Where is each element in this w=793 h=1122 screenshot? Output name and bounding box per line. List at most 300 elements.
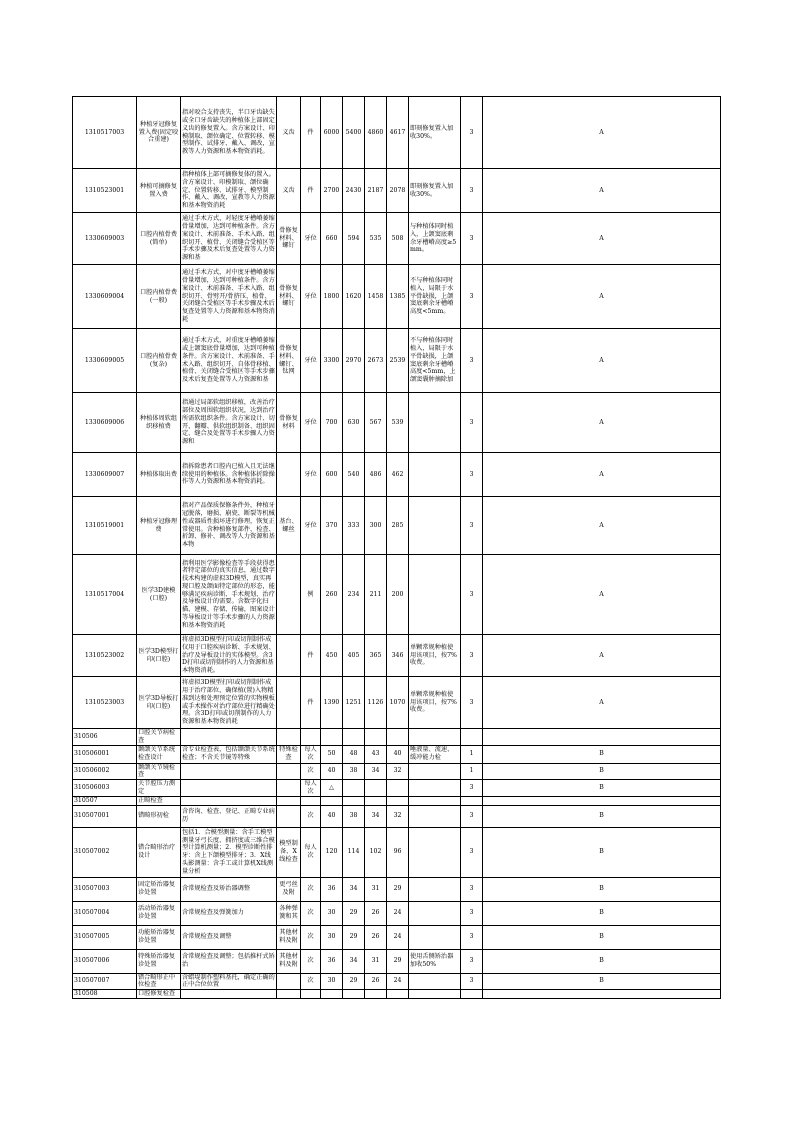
material-cell xyxy=(277,453,301,497)
code-cell: 1310523003 xyxy=(73,677,137,729)
category-cell: 3 xyxy=(461,329,483,393)
name-cell: 固定矫治器复诊处置 xyxy=(137,877,181,901)
price-level-2-cell: 29 xyxy=(343,973,365,990)
material-cell xyxy=(277,555,301,635)
code-cell: 310507004 xyxy=(73,901,137,925)
price-level-2-cell xyxy=(343,780,365,797)
table-row xyxy=(73,265,721,329)
category-cell: 3 xyxy=(461,555,483,635)
category-cell: 1 xyxy=(461,745,483,763)
category-cell: 3 xyxy=(461,973,483,990)
class-cell xyxy=(483,796,721,805)
price-level-4-cell: 200 xyxy=(387,555,409,635)
price-level-3-cell: 535 xyxy=(365,213,387,265)
note-cell: 不与种植体同时植入，局限于水平骨缺损，上颌窦底剩余牙槽嵴高度<5mm，上颌窦囊肿摘除加 xyxy=(409,329,461,393)
material-cell: 其他材料及附 xyxy=(277,925,301,949)
note-cell xyxy=(409,877,461,901)
note-cell xyxy=(409,780,461,797)
name-cell: 颞颌关节系统检查设计 xyxy=(137,745,181,763)
price-level-4-cell xyxy=(387,729,409,746)
category-cell: 3 xyxy=(461,393,483,453)
price-level-3-cell: 4860 xyxy=(365,97,387,169)
class-cell: B xyxy=(483,780,721,797)
price-level-4-cell: 462 xyxy=(387,453,409,497)
note-cell: 即刻修复置入加收30%。 xyxy=(409,97,461,169)
price-level-4-cell: 285 xyxy=(387,497,409,555)
note-cell xyxy=(409,901,461,925)
price-level-1-cell: 600 xyxy=(321,453,343,497)
note-cell xyxy=(409,729,461,746)
class-cell: B xyxy=(483,949,721,973)
price-level-1-cell: △ xyxy=(321,780,343,797)
material-cell: 基台、螺丝 xyxy=(277,497,301,555)
material-cell xyxy=(277,973,301,990)
name-cell: 关节腔压力测定 xyxy=(137,780,181,797)
unit-cell: 每人次 xyxy=(301,827,321,877)
price-level-3-cell: 31 xyxy=(365,949,387,973)
category-cell xyxy=(461,796,483,805)
code-cell: 1330609007 xyxy=(73,453,137,497)
category-cell: 3 xyxy=(461,97,483,169)
note-cell xyxy=(409,453,461,497)
price-level-2-cell: 630 xyxy=(343,393,365,453)
description-cell: 含常规检查及弹簧加力 xyxy=(181,901,277,925)
description-cell: 指通过局部软组织移植，改善治疗部位及周围软组织状况，达到治疗所需软组织条件。含方案设计、切开、翻瓣、供软组织制备、组织固定、缝合及处置等手术步骤人力资源和 xyxy=(181,393,277,453)
material-cell xyxy=(277,763,301,780)
note-cell xyxy=(409,497,461,555)
table-row xyxy=(73,973,721,990)
material-cell: 义齿 xyxy=(277,169,301,213)
price-level-1-cell: 660 xyxy=(321,213,343,265)
material-cell: 特殊检查 xyxy=(277,745,301,763)
description-cell: 通过手术方式，对中度牙槽嵴萎缩骨量增加，达到可种植条件。含方案设计、术前准备、手术入路、组织切开、骨劈开/骨挤压、植骨、关闭缝合受植区等手术步骤及术后复查处置等人力资源和基本物资消耗 xyxy=(181,265,277,329)
category-cell: 3 xyxy=(461,169,483,213)
note-cell xyxy=(409,925,461,949)
price-level-3-cell: 486 xyxy=(365,453,387,497)
price-level-1-cell: 370 xyxy=(321,497,343,555)
name-cell: 医学3D导板打印(口腔) xyxy=(137,677,181,729)
price-level-1-cell: 40 xyxy=(321,763,343,780)
name-cell: 医学3D建模(口腔) xyxy=(137,555,181,635)
unit-cell: 次 xyxy=(301,949,321,973)
material-cell: 骨修复材料、螺钉 xyxy=(277,265,301,329)
category-cell: 3 xyxy=(461,877,483,901)
class-cell: B xyxy=(483,901,721,925)
category-cell: 3 xyxy=(461,901,483,925)
price-level-3-cell: 26 xyxy=(365,901,387,925)
category-cell: 3 xyxy=(461,453,483,497)
class-cell: A xyxy=(483,393,721,453)
price-level-1-cell: 30 xyxy=(321,901,343,925)
table-row xyxy=(73,677,721,729)
price-level-3-cell: 365 xyxy=(365,635,387,677)
table-row xyxy=(73,949,721,973)
price-level-2-cell: 29 xyxy=(343,901,365,925)
unit-cell: 牙位 xyxy=(301,329,321,393)
price-level-2-cell: 34 xyxy=(343,877,365,901)
price-level-3-cell: 2673 xyxy=(365,329,387,393)
price-level-2-cell: 48 xyxy=(343,745,365,763)
name-cell: 口腔关节病检查 xyxy=(137,729,181,746)
price-level-2-cell: 38 xyxy=(343,805,365,827)
class-cell: A xyxy=(483,497,721,555)
unit-cell: 件 xyxy=(301,635,321,677)
price-level-1-cell xyxy=(321,990,343,999)
code-cell: 1330609003 xyxy=(73,213,137,265)
name-cell: 口腔内植骨费(复杂) xyxy=(137,329,181,393)
price-level-2-cell: 38 xyxy=(343,763,365,780)
price-level-4-cell: 96 xyxy=(387,827,409,877)
price-level-1-cell: 260 xyxy=(321,555,343,635)
class-cell: A xyxy=(483,635,721,677)
note-cell: 不与种植体同时植入，局限于水平骨缺损，上颌窦底剩余牙槽嵴高度<5mm。 xyxy=(409,265,461,329)
price-level-4-cell xyxy=(387,990,409,999)
price-level-3-cell: 2187 xyxy=(365,169,387,213)
material-cell: 其他材料及附 xyxy=(277,949,301,973)
code-cell: 310506003 xyxy=(73,780,137,797)
note-cell xyxy=(409,796,461,805)
description-cell: 通过手术方式，对轻度牙槽嵴萎缩骨量增加，达到可种植条件。含方案设计、术前准备、手术入路、组织切开、植骨、关闭缝合受植区等手术步骤及术后复查处置等人力资源和基 xyxy=(181,213,277,265)
name-cell: 正畸检查 xyxy=(137,796,181,805)
price-level-2-cell: 594 xyxy=(343,213,365,265)
table-row xyxy=(73,453,721,497)
description-cell: 含咨询、检查、登记、正畸专业病历 xyxy=(181,805,277,827)
note-cell: 即刻修复置入加收30%。 xyxy=(409,169,461,213)
table-row xyxy=(73,635,721,677)
price-level-2-cell: 114 xyxy=(343,827,365,877)
price-level-2-cell: 34 xyxy=(343,949,365,973)
description-cell xyxy=(181,796,277,805)
table-row xyxy=(73,729,721,746)
price-level-2-cell: 540 xyxy=(343,453,365,497)
description-cell: 通过手术方式，对重度牙槽嵴萎缩或上颌窦底骨量增加，达到可种植条件。含方案设计、术前准备、手术入路、组织切开、自体骨移植、植骨、关闭缝合受植区等手术步骤及术后复查处置等人力资源和基 xyxy=(181,329,277,393)
unit-cell: 次 xyxy=(301,901,321,925)
code-cell: 1310523001 xyxy=(73,169,137,213)
price-level-2-cell xyxy=(343,729,365,746)
price-level-1-cell: 50 xyxy=(321,745,343,763)
class-cell: A xyxy=(483,677,721,729)
table-row xyxy=(73,877,721,901)
description-cell xyxy=(181,990,277,999)
description-cell: 含蜡堤制作塑料基托，确定正确的正中合位位置 xyxy=(182,973,275,989)
category-cell: 3 xyxy=(461,925,483,949)
note-cell xyxy=(409,990,461,999)
description-cell: 指对产品保质保修条件外，种植牙冠脱落，磨损、崩瓷、断裂等机械性或器质性损坏进行修理，恢复正常使用。含种植修复部件、检查、折卸、修补、调改等人力资源和基本物 xyxy=(181,497,277,555)
price-level-1-cell xyxy=(321,796,343,805)
name-cell: 口腔内植骨费(简单) xyxy=(137,213,181,265)
price-level-3-cell xyxy=(365,780,387,797)
price-level-1-cell xyxy=(321,729,343,746)
name-cell: 种植体周软组织移植费 xyxy=(137,393,181,453)
unit-cell: 例 xyxy=(301,555,321,635)
price-level-1-cell: 30 xyxy=(321,973,343,990)
code-cell: 1330609004 xyxy=(73,265,137,329)
unit-cell xyxy=(301,990,321,999)
name-cell: 错畸形初检 xyxy=(137,805,181,827)
table-row xyxy=(73,393,721,453)
code-cell: 1310519001 xyxy=(73,497,137,555)
material-cell xyxy=(277,677,301,729)
table-row xyxy=(73,97,721,169)
price-level-4-cell: 32 xyxy=(387,805,409,827)
material-cell xyxy=(277,796,301,805)
category-cell xyxy=(461,729,483,746)
price-level-1-cell: 700 xyxy=(321,393,343,453)
description-cell: 含专业检查表，包括颞颌关节系统检查；不含关节镜等特殊 xyxy=(182,746,275,761)
unit-cell xyxy=(301,796,321,805)
price-level-4-cell: 1385 xyxy=(387,265,409,329)
class-cell: B xyxy=(483,925,721,949)
price-level-2-cell: 5400 xyxy=(343,97,365,169)
name-cell: 功能矫治器复诊处置 xyxy=(137,925,181,949)
material-cell: 骨修复材料、螺钉、钛网 xyxy=(277,329,301,393)
category-cell: 3 xyxy=(461,827,483,877)
material-cell: 骨修复材料 xyxy=(277,393,301,453)
table-row xyxy=(73,213,721,265)
class-cell: A xyxy=(483,453,721,497)
unit-cell: 次 xyxy=(301,805,321,827)
price-level-3-cell: 567 xyxy=(365,393,387,453)
note-cell xyxy=(409,805,461,827)
price-level-2-cell: 2430 xyxy=(343,169,365,213)
unit-cell: 牙位 xyxy=(301,497,321,555)
code-cell: 1310517004 xyxy=(73,555,137,635)
price-level-4-cell: 346 xyxy=(387,635,409,677)
code-cell: 310507007 xyxy=(73,973,137,990)
price-level-3-cell xyxy=(365,796,387,805)
note-cell: 唾液量、流速、缓冲能力检 xyxy=(409,745,461,763)
unit-cell: 牙位 xyxy=(301,393,321,453)
price-level-2-cell xyxy=(343,990,365,999)
table-row xyxy=(73,555,721,635)
note-cell: 单颗常规种植使用该项目，按7%收费。 xyxy=(409,635,461,677)
unit-cell: 件 xyxy=(301,677,321,729)
code-cell: 1330609006 xyxy=(73,393,137,453)
price-level-3-cell: 34 xyxy=(365,763,387,780)
name-cell: 医学3D模型打印(口腔) xyxy=(137,635,181,677)
unit-cell: 件 xyxy=(301,97,321,169)
price-level-2-cell: 1251 xyxy=(343,677,365,729)
unit-cell: 牙位 xyxy=(301,453,321,497)
material-cell xyxy=(277,805,301,827)
material-cell: 骨修复材料、螺钉 xyxy=(277,213,301,265)
code-cell: 1310517003 xyxy=(73,97,137,169)
price-level-4-cell xyxy=(387,796,409,805)
material-cell xyxy=(277,990,301,999)
name-cell: 种植牙冠修复置入费(固定咬合重建) xyxy=(137,97,181,169)
price-level-4-cell: 1070 xyxy=(387,677,409,729)
price-level-1-cell: 3300 xyxy=(321,329,343,393)
material-cell: 义齿 xyxy=(277,97,301,169)
price-level-3-cell: 34 xyxy=(365,805,387,827)
code-cell: 310506001 xyxy=(73,745,137,763)
note-cell xyxy=(409,973,461,990)
price-level-2-cell: 1620 xyxy=(343,265,365,329)
code-cell: 310507 xyxy=(73,796,137,805)
name-cell: 特殊矫治器复诊处置 xyxy=(137,949,181,973)
category-cell: 3 xyxy=(461,635,483,677)
description-cell xyxy=(181,763,277,780)
table-row xyxy=(73,796,721,805)
price-level-4-cell: 2078 xyxy=(387,169,409,213)
description-cell: 指拆除患者口腔内已植入且无法继续使用的种植体。含种植体折除操作等人力资源和基本物资消耗。 xyxy=(181,453,277,497)
price-level-3-cell: 1458 xyxy=(365,265,387,329)
material-cell xyxy=(277,780,301,797)
price-level-3-cell: 1126 xyxy=(365,677,387,729)
table-row xyxy=(73,745,721,763)
class-cell: B xyxy=(483,805,721,827)
fee-table xyxy=(72,96,721,999)
price-level-4-cell: 508 xyxy=(387,213,409,265)
unit-cell: 件 xyxy=(301,169,321,213)
material-cell: 模型制备、X线检查 xyxy=(277,827,301,877)
price-level-2-cell: 405 xyxy=(343,635,365,677)
table-row xyxy=(73,990,721,999)
price-level-4-cell: 539 xyxy=(387,393,409,453)
price-level-1-cell: 120 xyxy=(321,827,343,877)
description-cell: 含常规检查及调整 xyxy=(181,925,277,949)
price-level-1-cell: 1800 xyxy=(321,265,343,329)
material-cell xyxy=(277,729,301,746)
material-cell: 更弓丝及附 xyxy=(277,877,301,901)
description-cell xyxy=(181,729,277,746)
material-cell: 各种弹簧和其 xyxy=(277,901,301,925)
class-cell xyxy=(483,990,721,999)
price-level-2-cell: 29 xyxy=(343,925,365,949)
note-cell xyxy=(409,827,461,877)
price-level-4-cell: 32 xyxy=(387,763,409,780)
price-level-1-cell: 36 xyxy=(321,877,343,901)
price-level-3-cell: 43 xyxy=(365,745,387,763)
price-level-3-cell xyxy=(365,990,387,999)
price-level-2-cell xyxy=(343,796,365,805)
name-cell: 种植可摘修复置入费 xyxy=(137,169,181,213)
price-level-4-cell: 24 xyxy=(387,901,409,925)
price-level-4-cell: 24 xyxy=(387,925,409,949)
description-cell: 将虚拟3D模型打印或切削制作成用于治疗部位，确保植(置)入物精准到达和处理预定位置的实物模板或手术操作对治疗部位进行精确处理。含3D打印或切削制作的人力资源和基本物资消耗 xyxy=(181,677,277,729)
class-cell: A xyxy=(483,169,721,213)
unit-cell: 次 xyxy=(301,925,321,949)
price-level-3-cell xyxy=(365,729,387,746)
category-cell: 3 xyxy=(461,497,483,555)
unit-cell: 每人次 xyxy=(301,745,321,763)
code-cell: 1310523002 xyxy=(73,635,137,677)
price-level-4-cell: 40 xyxy=(387,745,409,763)
class-cell: B xyxy=(483,745,721,763)
price-level-1-cell: 2700 xyxy=(321,169,343,213)
unit-cell: 牙位 xyxy=(301,265,321,329)
table-row xyxy=(73,925,721,949)
code-cell: 310508 xyxy=(73,990,137,999)
code-cell: 1330609005 xyxy=(73,329,137,393)
price-level-4-cell: 24 xyxy=(387,973,409,990)
code-cell: 310507006 xyxy=(73,949,137,973)
name-cell: 活动矫治器复诊处置 xyxy=(137,901,181,925)
price-level-2-cell: 234 xyxy=(343,555,365,635)
note-cell: 与种植体同时植入，上颌窦底剩余牙槽嵴高度≥5mm。 xyxy=(409,213,461,265)
table-row xyxy=(73,827,721,877)
code-cell: 310506 xyxy=(73,729,137,746)
description-cell: 指利用医学影像检查等手段获得患者特定部位的真实信息，通过数字技术构建的虚拟3D模型，真实再现口腔及颌面特定部位的形态，能够满足疾病诊断、手术规划、治疗及导板设计的需要。含数字化扫描、建模、存储、传输，图案设计等导板设计等手术步骤的人力资源和基本物资消耗 xyxy=(181,555,277,635)
class-cell: A xyxy=(483,97,721,169)
price-level-1-cell: 6000 xyxy=(321,97,343,169)
table-row xyxy=(73,780,721,797)
class-cell: A xyxy=(483,329,721,393)
category-cell: 3 xyxy=(461,213,483,265)
name-cell: 颞颌关节镜检查 xyxy=(137,763,181,780)
name-cell: 口腔修复检查 xyxy=(137,990,181,999)
price-level-3-cell: 211 xyxy=(365,555,387,635)
name-cell: 错合畸形正中位检查 xyxy=(137,973,181,990)
code-cell: 310507003 xyxy=(73,877,137,901)
category-cell: 3 xyxy=(461,949,483,973)
code-cell: 310507001 xyxy=(73,805,137,827)
price-level-4-cell: 2539 xyxy=(387,329,409,393)
unit-cell: 次 xyxy=(301,763,321,780)
table-row xyxy=(73,805,721,827)
name-cell: 口腔内植骨费(一般) xyxy=(137,265,181,329)
description-cell: 含常规检查及矫治器调整 xyxy=(181,877,277,901)
price-level-4-cell: 29 xyxy=(387,949,409,973)
price-level-2-cell: 2970 xyxy=(343,329,365,393)
class-cell: A xyxy=(483,265,721,329)
note-cell xyxy=(409,555,461,635)
price-level-4-cell: 4617 xyxy=(387,97,409,169)
note-cell xyxy=(409,393,461,453)
class-cell: B xyxy=(483,827,721,877)
code-cell: 310506002 xyxy=(73,763,137,780)
price-level-3-cell: 300 xyxy=(365,497,387,555)
class-cell xyxy=(483,729,721,746)
description-cell: 指种植体上部可摘修复体的置入。含方案设计、印模制取、颌位确定、位置转移、试排牙、模型制作、戴入、调改，宣教等人力资源和基本物资消耗 xyxy=(181,169,277,213)
unit-cell: 牙位 xyxy=(301,213,321,265)
price-level-4-cell xyxy=(387,780,409,797)
description-cell: 含常规检查及调整；包括推杆式矫治 xyxy=(181,949,277,973)
name-cell: 种植牙冠修理费 xyxy=(137,497,181,555)
name-cell: 错合畸形治疗设计 xyxy=(137,827,181,877)
price-level-3-cell: 26 xyxy=(365,925,387,949)
material-cell xyxy=(277,635,301,677)
code-cell: 310507005 xyxy=(73,925,137,949)
class-cell: A xyxy=(483,213,721,265)
price-level-3-cell: 26 xyxy=(365,973,387,990)
note-cell: 单颗常规种植使用该项目，按7%收费。 xyxy=(409,677,461,729)
unit-cell xyxy=(301,729,321,746)
category-cell: 1 xyxy=(461,763,483,780)
price-level-1-cell: 1390 xyxy=(321,677,343,729)
price-level-1-cell: 30 xyxy=(321,925,343,949)
unit-cell: 次 xyxy=(301,973,321,990)
table-row xyxy=(73,329,721,393)
table-row xyxy=(73,901,721,925)
table-row xyxy=(73,763,721,780)
category-cell: 3 xyxy=(461,805,483,827)
category-cell: 3 xyxy=(461,677,483,729)
description-cell: 将虚拟3D模型打印或切削制作成仅用于口腔疾病诊断、手术规划、治疗及导板设计的实体模型。含3D打印或切削制作的人力资源和基本物资消耗。 xyxy=(181,635,277,677)
table-row xyxy=(73,497,721,555)
category-cell xyxy=(461,990,483,999)
class-cell: B xyxy=(483,763,721,780)
unit-cell: 每人次 xyxy=(301,780,321,797)
class-cell: B xyxy=(483,973,721,990)
table-row xyxy=(73,169,721,213)
price-level-3-cell: 102 xyxy=(365,827,387,877)
unit-cell: 次 xyxy=(301,877,321,901)
note-cell: 使用舌侧矫治器加收50% xyxy=(409,949,461,973)
category-cell: 3 xyxy=(461,780,483,797)
name-cell: 种植体取出费 xyxy=(137,453,181,497)
description-cell: 包括1．合模型测量：含手工模型测量牙弓长度、拥挤度或三维合模型计算机测量；2．模型诊断性排牙：含上下颌模型排牙；3．X线头影测量：含手工或计算机X线测量分析 xyxy=(181,827,277,877)
